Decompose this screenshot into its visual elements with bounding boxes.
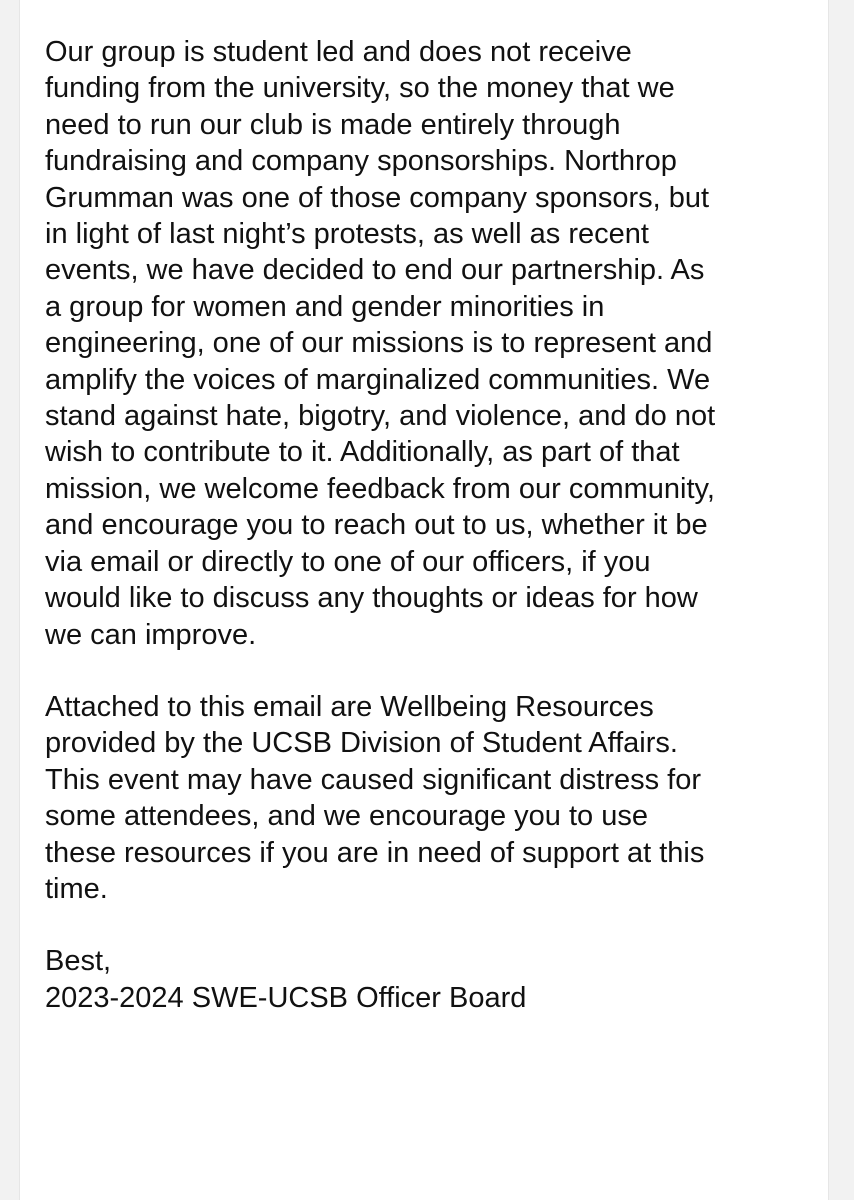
closing-text: Best, (45, 945, 112, 978)
email-body (45, 34, 815, 1016)
funding-and-partnership-paragraph: Our group is student led and does not receive funding from the university, so the money that we need to run our club is made entirely through fundraising and company sponsorships. Northrop Grumman was one of those company sponsors, but in light of last night’s protests, as well as recent events, we have decided to end our partnership. As a group for women and gender minorities in engineering, one of our missions is to represent and amplify the voices of marginalized communities. We stand against hate, bigotry, and violence, and do not wish to contribute to it. Additionally, as part of that mission, we welcome feedback from our community, and encourage you to reach out to us, whether it be via email or directly to one of our officers, if you would like to discuss any thoughts or ideas for how we can improve. (45, 36, 716, 651)
email-signoff (45, 943, 815, 1016)
wellbeing-resources-paragraph: Attached to this email are Wellbeing Resources provided by the UCSB Division of Student Affairs. This event may have caused significant distress for some attendees, and we encourage you to use these resources if you are in need of support at this time. (45, 690, 705, 905)
signature-text: 2023-2024 SWE-UCSB Officer Board (45, 981, 527, 1014)
